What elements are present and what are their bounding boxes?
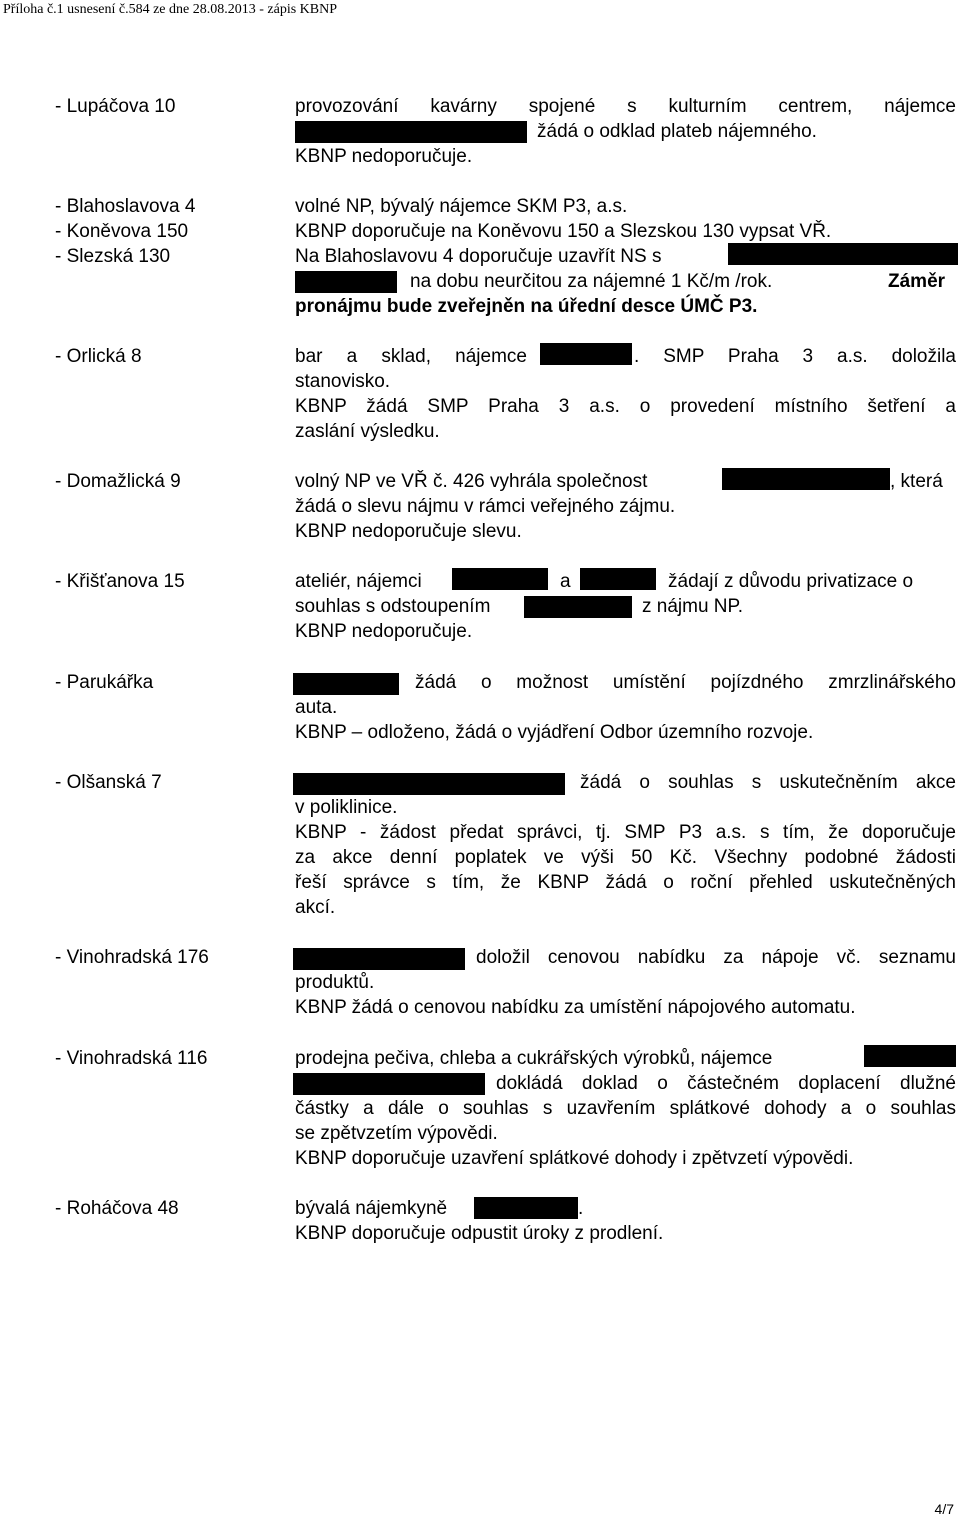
location-label: - Koněvova 150	[55, 221, 189, 242]
entry-text-line: KBNP nedoporučuje.	[295, 146, 473, 167]
entry-text-line: řeší správce s tím, že KBNP žádá o roční přehled uskutečněných	[295, 872, 956, 893]
entry-text-line: KBNP – odloženo, žádá o vyjádření Odbor územního rozvoje.	[295, 722, 814, 743]
entry-text-line: KBNP doporučuje uzavření splátkové dohody i zpětvzetí výpovědi.	[295, 1148, 854, 1169]
entry-text-bold: pronájmu bude zveřejněn na úřední desce ÚMČ P3.	[295, 296, 758, 317]
location-label: - Orlická 8	[55, 346, 142, 367]
entry-text-line: . SMP Praha 3 a.s. doložila	[634, 346, 956, 367]
entry-text-line: stanovisko.	[295, 371, 391, 392]
location-label: - Olšanská 7	[55, 772, 162, 793]
entry-text-line: volný NP ve VŘ č. 426 vyhrála společnost	[295, 471, 648, 492]
redaction-block	[728, 243, 958, 265]
entry-text-line: bar a sklad, nájemce	[295, 346, 527, 367]
redaction-block	[293, 1073, 485, 1095]
entry-text-line: žádají z důvodu privatizace o	[668, 571, 914, 592]
entry-text-line: prodejna pečiva, chleba a cukrářských výrobků, nájemce	[295, 1048, 773, 1069]
redaction-block	[295, 271, 397, 293]
redaction-block	[540, 343, 632, 365]
entry-text-line: provozování kavárny spojené s kulturním centrem, nájemce	[295, 96, 956, 117]
location-label: - Blahoslavova 4	[55, 196, 196, 217]
redaction-block	[474, 1197, 578, 1219]
entry-text-line: ateliér, nájemci	[295, 571, 422, 592]
entry-text-line: za akce denní poplatek ve výši 50 Kč. Všechny podobné žádosti	[295, 847, 956, 868]
redaction-block	[293, 673, 399, 695]
entry-text-line: KBNP doporučuje na Koněvovu 150 a Slezskou 130 vypsat VŘ.	[295, 221, 832, 242]
redaction-block	[295, 121, 527, 143]
entry-text-line: žádá o slevu nájmu v rámci veřejného zájmu.	[295, 496, 676, 517]
page-number: 4/7	[934, 1501, 954, 1517]
entry-text-line: a	[560, 571, 571, 592]
location-label: - Slezská 130	[55, 246, 171, 267]
entry-text-line: auta.	[295, 697, 338, 718]
page-header: Příloha č.1 usnesení č.584 ze dne 28.08.2013 - zápis KBNP	[3, 2, 337, 17]
redaction-block	[864, 1045, 956, 1067]
entry-text-bold: Záměr	[888, 271, 946, 292]
redaction-block	[580, 568, 656, 590]
redaction-block	[293, 773, 565, 795]
entry-text-line: KBNP žádá SMP Praha 3 a.s. o provedení místního šetření a	[295, 396, 956, 417]
entry-text-line: akcí.	[295, 897, 336, 918]
redaction-block	[524, 596, 632, 618]
entry-text-line: zaslání výsledku.	[295, 421, 440, 442]
entry-text-line: souhlas s odstoupením	[295, 596, 491, 617]
entry-text-line: KBNP nedoporučuje slevu.	[295, 521, 522, 542]
entry-text-line: dokládá doklad o částečném doplacení dlužné	[496, 1073, 956, 1094]
entry-text-line: částky a dále o souhlas s uzavřením splátkové dohody a o souhlas	[295, 1098, 956, 1119]
location-label: - Domažlická 9	[55, 471, 181, 492]
entry-text-line: KBNP nedoporučuje.	[295, 621, 473, 642]
entry-text-line: žádá o souhlas s uskutečněním akce	[580, 772, 956, 793]
redaction-block	[293, 948, 465, 970]
location-label: - Parukářka	[55, 672, 154, 693]
location-label: - Křišťanova 15	[55, 571, 185, 592]
entry-text-line: žádá o odklad plateb nájemného.	[537, 121, 817, 142]
entry-text-line: , která	[890, 471, 943, 492]
entry-text-line: Na Blahoslavovu 4 doporučuje uzavřít NS s	[295, 246, 662, 267]
entry-text-line: na dobu neurčitou za nájemné 1 Kč/m /rok.	[410, 271, 773, 292]
entry-text-line: žádá o možnost umístění pojízdného zmrzlinářského	[415, 672, 956, 693]
redaction-block	[452, 568, 548, 590]
entry-text-line: KBNP - žádost předat správci, tj. SMP P3 a.s. s tím, že doporučuje	[295, 822, 956, 843]
entry-text-line: KBNP doporučuje odpustit úroky z prodlení.	[295, 1223, 664, 1244]
entry-text-line: bývalá nájemkyně	[295, 1198, 448, 1219]
entry-text-line: produktů.	[295, 972, 375, 993]
entry-text-line: KBNP žádá o cenovou nabídku za umístění nápojového automatu.	[295, 997, 856, 1018]
entry-text-line: .	[578, 1198, 584, 1219]
entry-text-line: z nájmu NP.	[642, 596, 744, 617]
location-label: - Vinohradská 176	[55, 947, 209, 968]
location-label: - Vinohradská 116	[55, 1048, 208, 1069]
entry-text-line: se zpětvzetím výpovědi.	[295, 1123, 498, 1144]
redaction-block	[722, 468, 890, 490]
entry-text-line: volné NP, bývalý nájemce SKM P3, a.s.	[295, 196, 628, 217]
location-label: - Roháčova 48	[55, 1198, 179, 1219]
entry-text-line: doložil cenovou nabídku za nápoje vč. seznamu	[476, 947, 956, 968]
location-label: - Lupáčova 10	[55, 96, 176, 117]
entry-text-line: v poliklinice.	[295, 797, 398, 818]
